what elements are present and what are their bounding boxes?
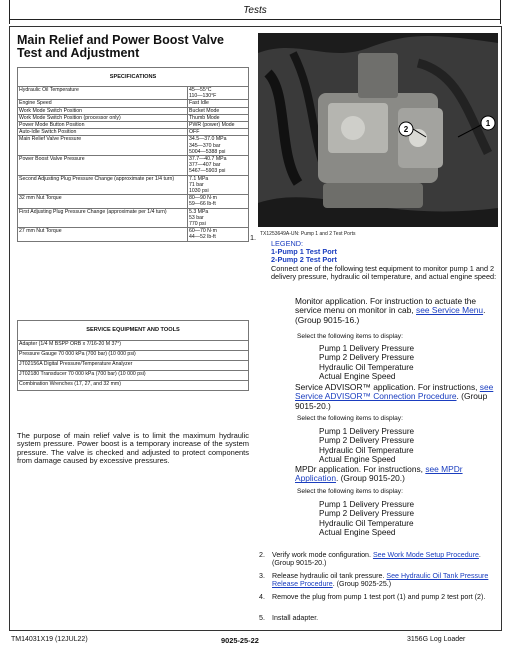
- mpdr-instructions: [295, 465, 495, 484]
- list-item: Actual Engine Speed: [319, 454, 396, 464]
- step-5-text: Install adapter.: [272, 614, 319, 622]
- table-row: [18, 136, 249, 156]
- table-row: [18, 371, 249, 381]
- spec-value: PWR (power) Mode: [188, 122, 249, 129]
- specifications-heading: SPECIFICATIONS: [18, 68, 249, 87]
- page: [9, 0, 501, 660]
- advisor-item-list: [319, 427, 414, 464]
- table-row: [18, 100, 249, 107]
- list-item: Actual Engine Speed: [319, 371, 396, 381]
- spec-value: 37.7—40.7 MPa 377—407 bar 5467—5903 psi: [188, 156, 249, 176]
- spec-label: Power Boost Valve Pressure: [18, 156, 188, 176]
- mpdr-ref: . (Group 9015-20.): [335, 473, 405, 484]
- step-3-ref: . (Group 9025-25.): [332, 580, 392, 589]
- spec-label: Hydraulic Oil Temperature: [18, 87, 188, 100]
- spec-label: Second Adjusting Plug Pressure Change (approximate per 1/4 turn): [18, 175, 188, 195]
- table-row: [18, 122, 249, 129]
- monitor-ref: . (Group 9015-16.): [295, 305, 486, 325]
- table-row: [18, 87, 249, 100]
- mpdr-item-list: [319, 500, 414, 537]
- table-row: [18, 208, 249, 228]
- spec-label: Work Mode Switch Position (processor only): [18, 114, 188, 121]
- legend: [271, 240, 499, 281]
- step-5-number: 5.: [259, 614, 265, 622]
- table-row: [18, 195, 249, 208]
- legend-title: LEGEND:: [271, 239, 304, 248]
- spec-value: 60—70 N·m 44—52 lb-ft: [188, 228, 249, 241]
- mpdr-text: MPDr application. For instructions,: [295, 464, 423, 474]
- list-item: Hydraulic Oil Temperature: [319, 445, 414, 455]
- spec-label: 27 mm Nut Torque: [18, 228, 188, 241]
- spec-value: 7.1 MPa 71 bar 1030 psi: [188, 175, 249, 195]
- advisor-connection-link[interactable]: see Service ADVISOR™ Connection Procedure: [295, 382, 494, 402]
- step-2-number: 2.: [259, 551, 265, 559]
- list-item: Pump 1 Delivery Pressure: [319, 500, 415, 509]
- footer-model: 3156G Log Loader: [407, 636, 466, 643]
- work-mode-setup-link[interactable]: See Work Mode Setup Procedure: [372, 551, 479, 559]
- list-item: Hydraulic Oil Temperature: [319, 518, 414, 528]
- tool-item: Pressure Gauge 70 000 kPa (700 bar) (10 000 psi): [18, 351, 249, 361]
- tool-item: JT02156A Digital Pressure/Temperature Analyzer: [18, 361, 249, 371]
- spec-value: 34.5—37.0 MPa 345—370 bar 5004—5388 psi: [188, 136, 249, 156]
- mpdr-select-label: Select the following items to display:: [297, 488, 403, 495]
- table-row: [18, 341, 249, 351]
- legend-item-1: 1-Pump 1 Test Port: [271, 247, 337, 257]
- spec-label: Work Mode Switch Position: [18, 107, 188, 114]
- table-row: [18, 351, 249, 361]
- step-1-text: Connect one of the following test equipment to monitor pump 1 and 2 delivery pressure, hydraulic oil temperature, and actual engine speed:: [271, 263, 497, 281]
- monitor-instructions: [295, 297, 495, 325]
- page-header: [9, 0, 501, 26]
- spec-value: OFF: [188, 129, 249, 136]
- tool-item: Combination Wrenches (17, 27, and 32 mm): [18, 381, 249, 391]
- list-item: Pump 2 Delivery Pressure: [319, 353, 415, 363]
- figure-caption: TX1253649A-UN: Pump 1 and 2 Test Ports: [260, 231, 356, 237]
- step-1-number: 1.: [250, 233, 257, 242]
- list-item: Actual Engine Speed: [319, 527, 396, 537]
- step-4-number: 4.: [259, 593, 265, 601]
- step-3-number: 3.: [259, 572, 265, 580]
- spec-value: 45—55°C 110—130°F: [188, 87, 249, 100]
- table-row: [18, 114, 249, 121]
- spec-value: Thumb Mode: [188, 114, 249, 121]
- specifications-table: [17, 67, 249, 242]
- step-2-ref: . (Group 9015-20.): [272, 551, 481, 568]
- list-item: Hydraulic Oil Temperature: [319, 362, 414, 372]
- advisor-select-label: Select the following items to display:: [297, 415, 403, 422]
- advisor-instructions: [295, 383, 495, 411]
- monitor-select-label: Select the following items to display:: [297, 333, 403, 340]
- list-item: Pump 2 Delivery Pressure: [319, 436, 415, 446]
- spec-value: Fast Idle: [188, 100, 249, 107]
- spec-value: Bucket Mode: [188, 107, 249, 114]
- spec-label: Engine Speed: [18, 100, 188, 107]
- spec-label: Power Mode Button Position: [18, 122, 188, 129]
- table-row: [18, 156, 249, 176]
- callout-1: 1: [485, 119, 491, 128]
- monitor-item-list: [319, 344, 414, 381]
- service-menu-link[interactable]: see Service Menu: [416, 305, 484, 316]
- header-rule: [9, 19, 501, 20]
- table-row: [18, 107, 249, 114]
- footer-doc-id: TM14031X19 (12JUL22): [11, 636, 88, 643]
- step-2-text: Verify work mode configuration.: [272, 551, 371, 559]
- pump-photo: [258, 33, 498, 227]
- step-4-text: Remove the plug from pump 1 test port (1) and pump 2 test port (2).: [272, 593, 486, 601]
- monitor-text: Monitor application. For instruction to actuate the service menu on monitor in cab,: [295, 296, 477, 316]
- spec-value: 80—90 N·m 59—66 lb-ft: [188, 195, 249, 208]
- tools-heading: SERVICE EQUIPMENT AND TOOLS: [18, 321, 249, 341]
- tool-item: JT02180 Transducer 70 000 kPa (700 bar) (10 000 psi): [18, 371, 249, 381]
- tank-pressure-release-link[interactable]: See Hydraulic Oil Tank Pressure Release Procedure: [272, 572, 489, 589]
- purpose-paragraph: The purpose of main relief valve is to limit the maximum hydraulic system pressure. Power boost is a temporary increase of the system pressure. The valve is checked and adjusted to protect components from damage caused by excessive pressures.: [17, 431, 249, 466]
- table-row: [18, 228, 249, 241]
- spec-label: Main Relief Valve Pressure: [18, 136, 188, 156]
- table-row: [18, 381, 249, 391]
- legend-item-2: 2-Pump 2 Test Port: [271, 255, 337, 265]
- list-item: Pump 2 Delivery Pressure: [319, 509, 415, 519]
- step-3-text: Release hydraulic oil tank pressure.: [272, 572, 385, 580]
- footer-page-number: 9025-25-22: [221, 636, 259, 645]
- callout-2: 2: [403, 125, 409, 134]
- table-row: [18, 129, 249, 136]
- list-item: Pump 1 Delivery Pressure: [319, 344, 415, 353]
- advisor-text: Service ADVISOR™ application. For instructions,: [295, 382, 478, 392]
- spec-label: 32 mm Nut Torque: [18, 195, 188, 208]
- spec-label: Auto-Idle Switch Position: [18, 129, 188, 136]
- list-item: Pump 1 Delivery Pressure: [319, 427, 415, 436]
- tool-item: Adapter (1/4 M BSPP ORB x 7/16-20 M 37°): [18, 341, 249, 351]
- tools-table: [17, 320, 249, 391]
- section-label: Tests: [243, 5, 267, 16]
- pump-photo-illustration: [258, 33, 498, 227]
- advisor-ref: . (Group 9015-20.): [295, 391, 488, 411]
- page-title: Main Relief and Power Boost Valve Test and Adjustment: [17, 33, 225, 60]
- mpdr-application-link[interactable]: see MPDr Application: [295, 464, 463, 484]
- table-row: [18, 175, 249, 195]
- spec-value: 5.3 MPa 53 bar 770 psi: [188, 208, 249, 228]
- spec-label: First Adjusting Plug Pressure Change (approximate per 1/4 turn): [18, 208, 188, 228]
- table-row: [18, 361, 249, 371]
